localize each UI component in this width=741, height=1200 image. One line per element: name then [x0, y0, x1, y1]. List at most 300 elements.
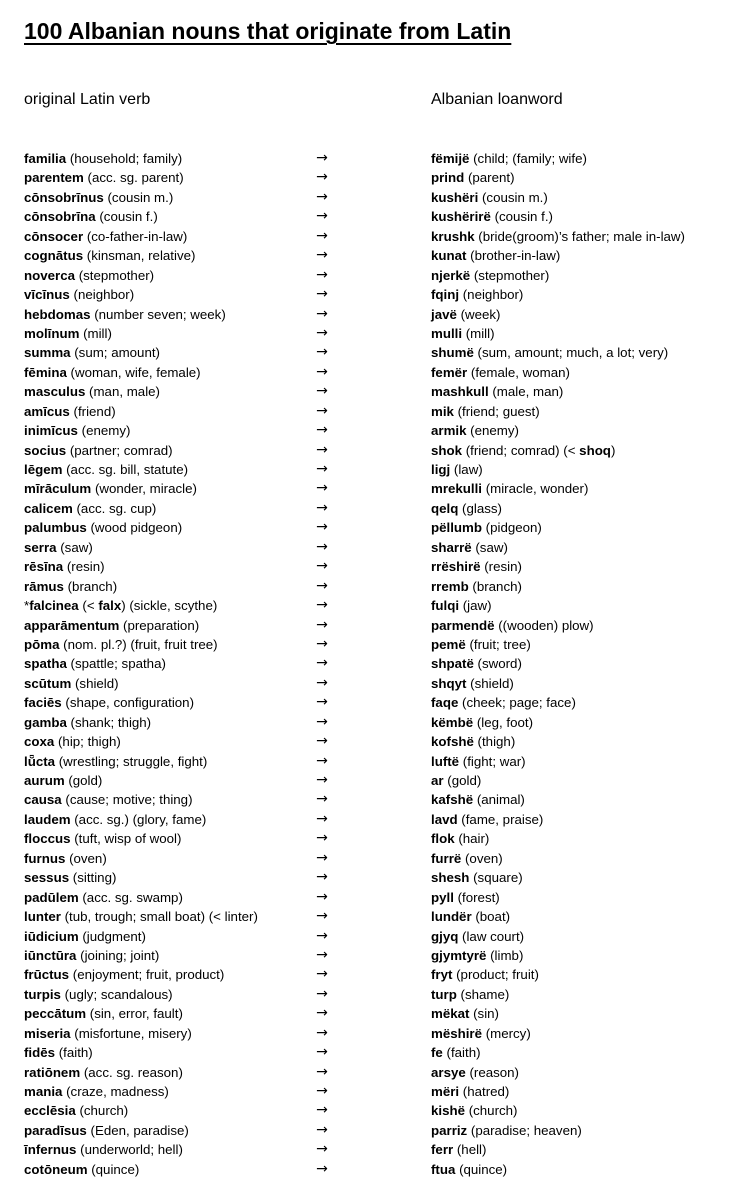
latin-word	[24, 343, 160, 362]
albanian-word	[431, 577, 522, 596]
albanian-term: fqinj	[431, 287, 460, 303]
albanian-term: flok	[431, 831, 455, 847]
latin-term: padūlem	[24, 889, 79, 905]
latin-word	[24, 985, 173, 1004]
list-item	[0, 829, 741, 848]
latin-gloss: ) (sickle, scythe)	[121, 598, 218, 614]
list-item	[0, 518, 741, 537]
list-item	[0, 946, 741, 965]
latin-gloss: (joining; joint)	[76, 947, 160, 963]
latin-term: gamba	[24, 714, 67, 730]
albanian-gloss: (hair)	[454, 831, 490, 847]
albanian-word	[431, 227, 685, 246]
latin-gloss: (saw)	[56, 539, 93, 555]
latin-gloss: (preparation)	[119, 617, 200, 633]
latin-gloss: *	[24, 598, 30, 614]
list-item	[0, 402, 741, 421]
latin-term: fēmina	[24, 364, 67, 380]
latin-word	[24, 207, 158, 226]
latin-gloss: (branch)	[63, 578, 118, 594]
albanian-gloss: (fruit; tree)	[465, 636, 531, 652]
latin-gloss: (cousin f.)	[95, 209, 158, 225]
albanian-gloss: (law)	[450, 462, 483, 477]
right-arrow-icon: →	[316, 597, 328, 614]
latin-word	[24, 927, 146, 946]
albanian-word	[431, 421, 519, 440]
latin-term: summa	[24, 345, 71, 361]
list-item	[0, 868, 741, 887]
right-arrow-icon: →	[316, 1141, 328, 1158]
latin-word	[24, 771, 102, 790]
albanian-gloss: (church)	[465, 1103, 518, 1119]
latin-term: coxa	[24, 734, 55, 750]
albanian-gloss: (law court)	[458, 928, 525, 944]
latin-gloss: (shank; thigh)	[66, 714, 152, 730]
latin-gloss: (oven)	[65, 850, 107, 866]
latin-gloss: (ugly; scandalous)	[60, 986, 173, 1002]
albanian-gloss: ((wooden) plow)	[494, 617, 594, 633]
albanian-term: kunat	[431, 248, 467, 264]
list-item	[0, 1082, 741, 1101]
albanian-gloss: (gold)	[443, 773, 482, 788]
albanian-word	[431, 965, 539, 984]
albanian-term: rremb	[431, 578, 469, 594]
list-item	[0, 557, 741, 576]
latin-term: socius	[24, 442, 67, 458]
albanian-gloss: (shame)	[456, 986, 510, 1002]
latin-gloss: (number seven; week)	[90, 306, 226, 322]
latin-term: palumbus	[24, 520, 87, 536]
latin-term: cōnsobrīna	[24, 209, 96, 225]
albanian-gloss: (brother-in-law)	[466, 248, 561, 264]
albanian-word	[431, 246, 560, 265]
albanian-term: fryt	[431, 967, 453, 983]
albanian-term: kofshë	[431, 734, 474, 750]
albanian-term: shqyt	[431, 675, 467, 691]
albanian-word	[431, 168, 515, 187]
albanian-word	[431, 188, 548, 207]
right-arrow-icon: →	[316, 830, 328, 847]
latin-term: falx	[98, 598, 122, 614]
albanian-gloss: (product; fruit)	[452, 967, 539, 983]
latin-word	[24, 713, 151, 732]
latin-gloss: (wood pidgeon)	[86, 520, 183, 536]
right-arrow-icon: →	[316, 208, 328, 225]
right-arrow-icon: →	[316, 247, 328, 264]
latin-term: causa	[24, 792, 62, 808]
albanian-word	[431, 460, 483, 479]
latin-term: aurum	[24, 773, 65, 788]
latin-word	[24, 402, 116, 421]
albanian-word	[431, 1121, 582, 1140]
albanian-word	[431, 829, 489, 848]
albanian-gloss: (pidgeon)	[481, 520, 542, 536]
albanian-gloss: (forest)	[453, 889, 500, 905]
right-arrow-icon: →	[316, 363, 328, 380]
albanian-term: fe	[431, 1045, 443, 1061]
albanian-word	[431, 479, 588, 498]
right-arrow-icon: →	[316, 888, 328, 905]
latin-gloss: (wonder, miracle)	[91, 481, 197, 497]
right-arrow-icon: →	[316, 810, 328, 827]
latin-word	[24, 946, 159, 965]
albanian-word	[431, 693, 576, 712]
right-arrow-icon: →	[316, 266, 328, 283]
right-arrow-icon: →	[316, 616, 328, 633]
latin-gloss: (acc. sg. parent)	[83, 170, 184, 186]
albanian-gloss: (animal)	[473, 792, 525, 808]
list-item	[0, 1063, 741, 1082]
list-item	[0, 168, 741, 187]
albanian-word	[431, 790, 525, 809]
latin-term: masculus	[24, 384, 86, 400]
latin-gloss: (acc. sg. reason)	[80, 1064, 183, 1080]
latin-gloss: (wrestling; struggle, fight)	[55, 753, 208, 769]
list-item	[0, 752, 741, 771]
list-item	[0, 654, 741, 673]
right-arrow-icon: →	[316, 1005, 328, 1022]
latin-word	[24, 499, 156, 518]
list-item	[0, 790, 741, 809]
right-arrow-icon: →	[316, 674, 328, 691]
latin-gloss: (cause; motive; thing)	[61, 792, 193, 808]
latin-term: serra	[24, 539, 57, 555]
list-item	[0, 421, 741, 440]
latin-gloss: (friend)	[69, 403, 116, 419]
latin-term: cōnsobrīnus	[24, 189, 104, 205]
albanian-gloss: (square)	[469, 870, 523, 886]
albanian-word	[431, 343, 668, 362]
latin-word	[24, 421, 130, 440]
albanian-term: shesh	[431, 870, 470, 886]
albanian-term: femër	[431, 364, 468, 380]
albanian-term: pëllumb	[431, 520, 482, 536]
latin-term: paradīsus	[24, 1122, 87, 1138]
albanian-word	[431, 1160, 507, 1179]
list-item	[0, 246, 741, 265]
albanian-gloss: (saw)	[471, 539, 508, 555]
albanian-gloss: (leg, foot)	[473, 714, 534, 730]
albanian-term: gjyq	[431, 928, 459, 944]
right-arrow-icon: →	[316, 383, 328, 400]
list-item	[0, 479, 741, 498]
albanian-gloss: (shield)	[466, 675, 514, 691]
latin-word	[24, 324, 112, 343]
albanian-term: lundër	[431, 909, 472, 925]
albanian-term: qelq	[431, 500, 459, 516]
latin-column-header: original Latin verb	[24, 91, 151, 108]
latin-gloss: (sitting)	[69, 870, 117, 886]
latin-gloss: (acc. sg.) (glory, fame)	[70, 811, 207, 827]
albanian-term: mik	[431, 403, 454, 419]
latin-gloss: (misfortune, misery)	[70, 1025, 192, 1041]
latin-gloss: (neighbor)	[69, 287, 135, 303]
right-arrow-icon: →	[316, 635, 328, 652]
albanian-gloss: (glass)	[458, 500, 502, 516]
list-item	[0, 441, 741, 460]
albanian-term: shpatë	[431, 656, 474, 672]
latin-word	[24, 1043, 93, 1062]
latin-word	[24, 1121, 189, 1140]
latin-gloss: (acc. sg. cup)	[72, 500, 157, 516]
latin-term: parentem	[24, 170, 84, 186]
latin-gloss: (underworld; hell)	[76, 1142, 183, 1158]
albanian-gloss: (friend; comrad) (<	[462, 442, 580, 458]
list-item	[0, 888, 741, 907]
albanian-word	[431, 888, 500, 907]
list-item	[0, 149, 741, 168]
right-arrow-icon: →	[316, 169, 328, 186]
albanian-word	[431, 752, 526, 771]
albanian-gloss: (child; (family; wife)	[469, 151, 587, 166]
list-item	[0, 635, 741, 654]
albanian-term: ferr	[431, 1142, 454, 1158]
right-arrow-icon: →	[316, 344, 328, 361]
albanian-term: mashkull	[431, 384, 489, 400]
right-arrow-icon: →	[316, 577, 328, 594]
latin-word	[24, 305, 226, 324]
albanian-gloss: (stepmother)	[470, 267, 550, 283]
right-arrow-icon: →	[316, 324, 328, 341]
latin-gloss: (woman, wife, female)	[66, 364, 201, 380]
right-arrow-icon: →	[316, 188, 328, 205]
latin-word	[24, 693, 194, 712]
right-arrow-icon: →	[316, 461, 328, 477]
latin-gloss: (sin, error, fault)	[86, 1006, 183, 1022]
albanian-word	[431, 674, 514, 693]
albanian-word	[431, 946, 523, 965]
latin-gloss: (craze, madness)	[62, 1084, 169, 1099]
latin-word	[24, 460, 188, 479]
right-arrow-icon: →	[316, 1083, 328, 1099]
latin-gloss: (church)	[75, 1103, 129, 1119]
albanian-term: parriz	[431, 1122, 468, 1138]
right-arrow-icon: →	[316, 791, 328, 808]
albanian-term: kishë	[431, 1103, 466, 1119]
latin-word	[24, 1063, 183, 1082]
albanian-gloss: (reason)	[465, 1064, 519, 1080]
latin-term: hebdomas	[24, 306, 91, 322]
right-arrow-icon: →	[316, 422, 328, 439]
albanian-term: fëmijë	[431, 151, 470, 166]
latin-word	[24, 285, 134, 304]
albanian-gloss: (quince)	[455, 1161, 508, 1177]
albanian-gloss: (sin)	[469, 1006, 499, 1022]
latin-gloss: (faith)	[55, 1045, 93, 1061]
latin-term: familia	[24, 151, 67, 166]
albanian-term: furrë	[431, 850, 462, 866]
list-item	[0, 732, 741, 751]
list-item	[0, 460, 741, 479]
right-arrow-icon: →	[316, 946, 328, 963]
latin-word	[24, 1101, 128, 1120]
latin-term: rāmus	[24, 578, 64, 594]
albanian-term: mulli	[431, 325, 463, 341]
albanian-term: javë	[431, 306, 457, 322]
right-arrow-icon: →	[316, 519, 328, 536]
latin-gloss: (Eden, paradise)	[86, 1122, 189, 1138]
albanian-gloss: (miracle, wonder)	[482, 481, 589, 497]
albanian-term: arsye	[431, 1064, 466, 1080]
latin-term: frūctus	[24, 967, 70, 983]
latin-gloss: (hip; thigh)	[54, 734, 121, 750]
list-item	[0, 363, 741, 382]
latin-gloss: (household; family)	[66, 151, 183, 166]
list-item	[0, 965, 741, 984]
albanian-term: këmbë	[431, 714, 474, 730]
latin-term: mīrāculum	[24, 481, 92, 497]
list-item	[0, 1121, 741, 1140]
latin-word	[24, 829, 181, 848]
right-arrow-icon: →	[316, 694, 328, 711]
albanian-word	[431, 732, 515, 751]
latin-word	[24, 382, 160, 401]
right-arrow-icon: →	[316, 985, 328, 1002]
albanian-word	[431, 207, 553, 226]
latin-word	[24, 752, 207, 771]
right-arrow-icon: →	[316, 150, 328, 166]
latin-term: turpis	[24, 986, 61, 1002]
latin-word	[24, 1004, 183, 1023]
albanian-word	[431, 1082, 509, 1101]
albanian-gloss: (parent)	[464, 170, 515, 186]
latin-word	[24, 1024, 192, 1043]
latin-word	[24, 441, 173, 460]
right-arrow-icon: →	[316, 752, 328, 769]
latin-word	[24, 790, 193, 809]
latin-term: miseria	[24, 1025, 71, 1041]
albanian-gloss: (bride(groom)’s father; male in-law)	[474, 228, 685, 244]
latin-term: lunter	[24, 909, 61, 925]
albanian-gloss: (oven)	[461, 850, 503, 866]
albanian-gloss: (friend; guest)	[453, 403, 540, 419]
right-arrow-icon: →	[316, 538, 328, 555]
latin-term: ecclēsia	[24, 1103, 76, 1119]
latin-term: furnus	[24, 850, 66, 866]
latin-gloss: (spattle; spatha)	[66, 656, 166, 672]
latin-term: molīnum	[24, 325, 80, 341]
latin-word	[24, 538, 93, 557]
latin-word	[24, 888, 183, 907]
albanian-word	[431, 1063, 519, 1082]
albanian-gloss: (sum, amount; much, a lot; very)	[473, 345, 669, 361]
albanian-gloss: (cousin m.)	[478, 189, 548, 205]
albanian-gloss: (boat)	[471, 909, 511, 925]
albanian-term: mrekulli	[431, 481, 482, 497]
right-arrow-icon: →	[316, 227, 328, 244]
list-item	[0, 285, 741, 304]
albanian-word	[431, 402, 540, 421]
latin-word	[24, 907, 258, 926]
albanian-term: kushëri	[431, 189, 479, 205]
latin-term: iūnctūra	[24, 947, 77, 963]
latin-term: ratiōnem	[24, 1064, 81, 1080]
latin-gloss: (sum; amount)	[70, 345, 160, 361]
albanian-word	[431, 616, 594, 635]
latin-word	[24, 596, 217, 615]
albanian-gloss: (limb)	[486, 947, 524, 963]
albanian-word	[431, 499, 502, 518]
right-arrow-icon: →	[316, 1160, 328, 1177]
albanian-term: njerkë	[431, 267, 471, 283]
albanian-term: parmendë	[431, 617, 495, 633]
albanian-word	[431, 441, 615, 460]
latin-gloss: (<	[78, 598, 99, 614]
latin-word	[24, 635, 218, 654]
latin-gloss: (co-father-in-law)	[83, 228, 188, 244]
albanian-term: ar	[431, 773, 444, 788]
albanian-gloss: (fame, praise)	[457, 811, 544, 827]
latin-word	[24, 577, 117, 596]
latin-term: rēsīna	[24, 559, 64, 575]
albanian-term: kushërirë	[431, 209, 491, 225]
latin-term: mania	[24, 1084, 63, 1099]
latin-gloss: (shape, configuration)	[61, 695, 195, 711]
albanian-word	[431, 382, 563, 401]
right-arrow-icon: →	[316, 305, 328, 322]
latin-word	[24, 1160, 139, 1179]
latin-term: noverca	[24, 267, 75, 283]
latin-term: apparāmentum	[24, 617, 120, 633]
albanian-gloss: (hell)	[453, 1142, 487, 1158]
albanian-term: pemë	[431, 636, 466, 652]
list-item	[0, 1101, 741, 1120]
albanian-word	[431, 1140, 486, 1159]
albanian-column-header: Albanian loanword	[431, 91, 563, 108]
albanian-gloss: (paradise; heaven)	[467, 1122, 582, 1138]
list-item	[0, 596, 741, 615]
albanian-word	[431, 1024, 531, 1043]
albanian-gloss: (enemy)	[466, 423, 519, 439]
latin-word	[24, 965, 224, 984]
right-arrow-icon: →	[316, 1102, 328, 1119]
list-item	[0, 188, 741, 207]
latin-gloss: linter	[224, 909, 254, 925]
albanian-gloss: (neighbor)	[459, 287, 524, 303]
albanian-word	[431, 1004, 499, 1023]
albanian-gloss: (fight; war)	[459, 753, 526, 769]
word-list	[0, 149, 741, 1179]
albanian-term: gjymtyrë	[431, 947, 487, 963]
albanian-term: mëkat	[431, 1006, 470, 1022]
albanian-word	[431, 635, 531, 654]
list-item	[0, 266, 741, 285]
latin-term: amīcus	[24, 403, 70, 419]
latin-term: inimīcus	[24, 423, 78, 439]
latin-gloss: (kinsman, relative)	[83, 248, 196, 264]
right-arrow-icon: →	[316, 655, 328, 672]
page-title: 100 Albanian nouns that originate from Latin	[24, 18, 512, 44]
albanian-term: luftë	[431, 753, 460, 769]
latin-word	[24, 518, 182, 537]
albanian-word	[431, 324, 495, 343]
list-item	[0, 927, 741, 946]
albanian-term: rrëshirë	[431, 559, 481, 575]
albanian-word	[431, 557, 522, 576]
list-item	[0, 343, 741, 362]
list-item	[0, 227, 741, 246]
albanian-word	[431, 1101, 517, 1120]
latin-word	[24, 616, 199, 635]
albanian-term: lavd	[431, 811, 458, 827]
albanian-word	[431, 596, 492, 615]
albanian-gloss: (branch)	[468, 578, 522, 594]
albanian-gloss: (cousin f.)	[490, 209, 553, 225]
latin-word	[24, 810, 206, 829]
latin-term: cognātus	[24, 248, 84, 264]
list-item	[0, 810, 741, 829]
latin-term: peccātum	[24, 1006, 87, 1022]
